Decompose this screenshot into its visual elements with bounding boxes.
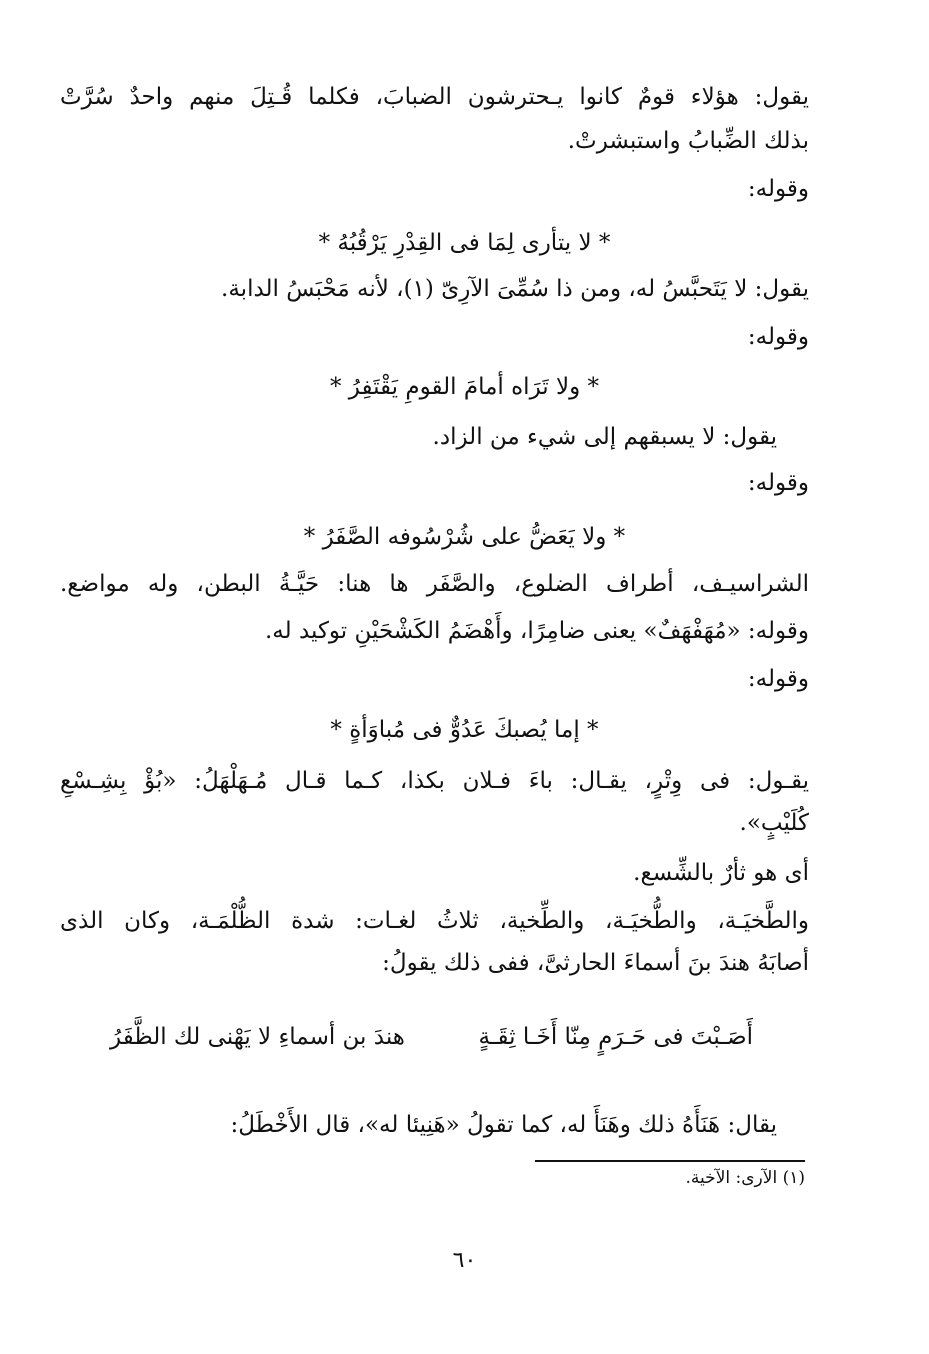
text-line: الشراسيـف، أطراف الضلوع، والصَّفَر ها هنا: حَيَّـةُ البطن، وله مواضع. xyxy=(60,571,809,597)
text-line: وقوله: xyxy=(747,324,809,350)
footnote: (١) الآرى: الآخية. xyxy=(685,1168,805,1188)
text-line: وقوله: xyxy=(747,470,809,496)
text-line: وقوله: xyxy=(747,176,809,202)
text-line: يقـول: فى وِتْرٍ، يقـال: باءَ فـلان بكذا، كـما قـال مُـهَلْهَلُ: «بُؤْ بِشِـسْعِ xyxy=(60,768,809,794)
footnote-rule xyxy=(535,1160,805,1162)
text-line: أى هو ثأرٌ بالشِّسع. xyxy=(633,860,809,886)
text-line: بذلك الضِّبابُ واستبشرتْ. xyxy=(567,128,809,154)
page-number: ٦٠ xyxy=(452,1248,477,1273)
poem-hemistich: * إما يُصبكَ عَدُوٌّ فى مُباوَأةٍ * xyxy=(330,717,599,743)
text-line: يقول: لا يَتَحبَّسُ له، ومن ذا سُمِّىَ الآرِىّ (١)، لأنه مَحْبَسُ الدابة. xyxy=(221,276,809,302)
poem-hemistich: * ولا تَرَاه أمامَ القومِ يَقْتَفِرُ * xyxy=(329,374,600,400)
verse-second-hemistich: هندَ بن أسماءِ لا يَهْنى لك الظَّفَرُ xyxy=(110,1024,405,1050)
poem-hemistich: * لا يتأرى لِمَا فى القِدْرِ يَرْقُبُهُ * xyxy=(318,230,611,256)
text-line: أصابَهُ هندَ بنَ أسماءَ الحارثىَّ، ففى ذلك يقولُ: xyxy=(382,950,809,976)
verse-first-hemistich: أَصَـبْتَ فى حَـرَمٍ مِنّا أَخَـا ثِقَـةٍ xyxy=(478,1024,753,1050)
text-line: يقول: هؤلاء قومٌ كانوا يـحترشون الضبابَ، فكلما قُـتِلَ منهم واحدٌ سُرَّتْ xyxy=(60,84,809,110)
text-line: يقول: لا يسبقهم إلى شيء من الزاد. xyxy=(432,424,777,450)
poem-hemistich: * ولا يَعَضُّ على شُرْسُوفه الصَّفَرُ * xyxy=(303,524,626,550)
text-line: كُلَيْبٍ». xyxy=(739,810,809,836)
text-line: يقال: هَنَأَهُ ذلك وهَنَأَ له، كما تقولُ «هَنِيئا له»، قال الأَخْطَلُ: xyxy=(230,1112,777,1138)
text-line: وقوله: «مُهَفْهَفٌ» يعنى ضامِرًا، وأَهْضَمُ الكَشْحَيْنِ توكيد له. xyxy=(264,618,809,644)
text-line: وقوله: xyxy=(747,666,809,692)
text-line: والطَّخيَـة، والطُّخيَـة، والطِّخية، ثلاثُ لغـات: شدة الظُّلْمَـة، وكان الذى xyxy=(60,908,809,934)
